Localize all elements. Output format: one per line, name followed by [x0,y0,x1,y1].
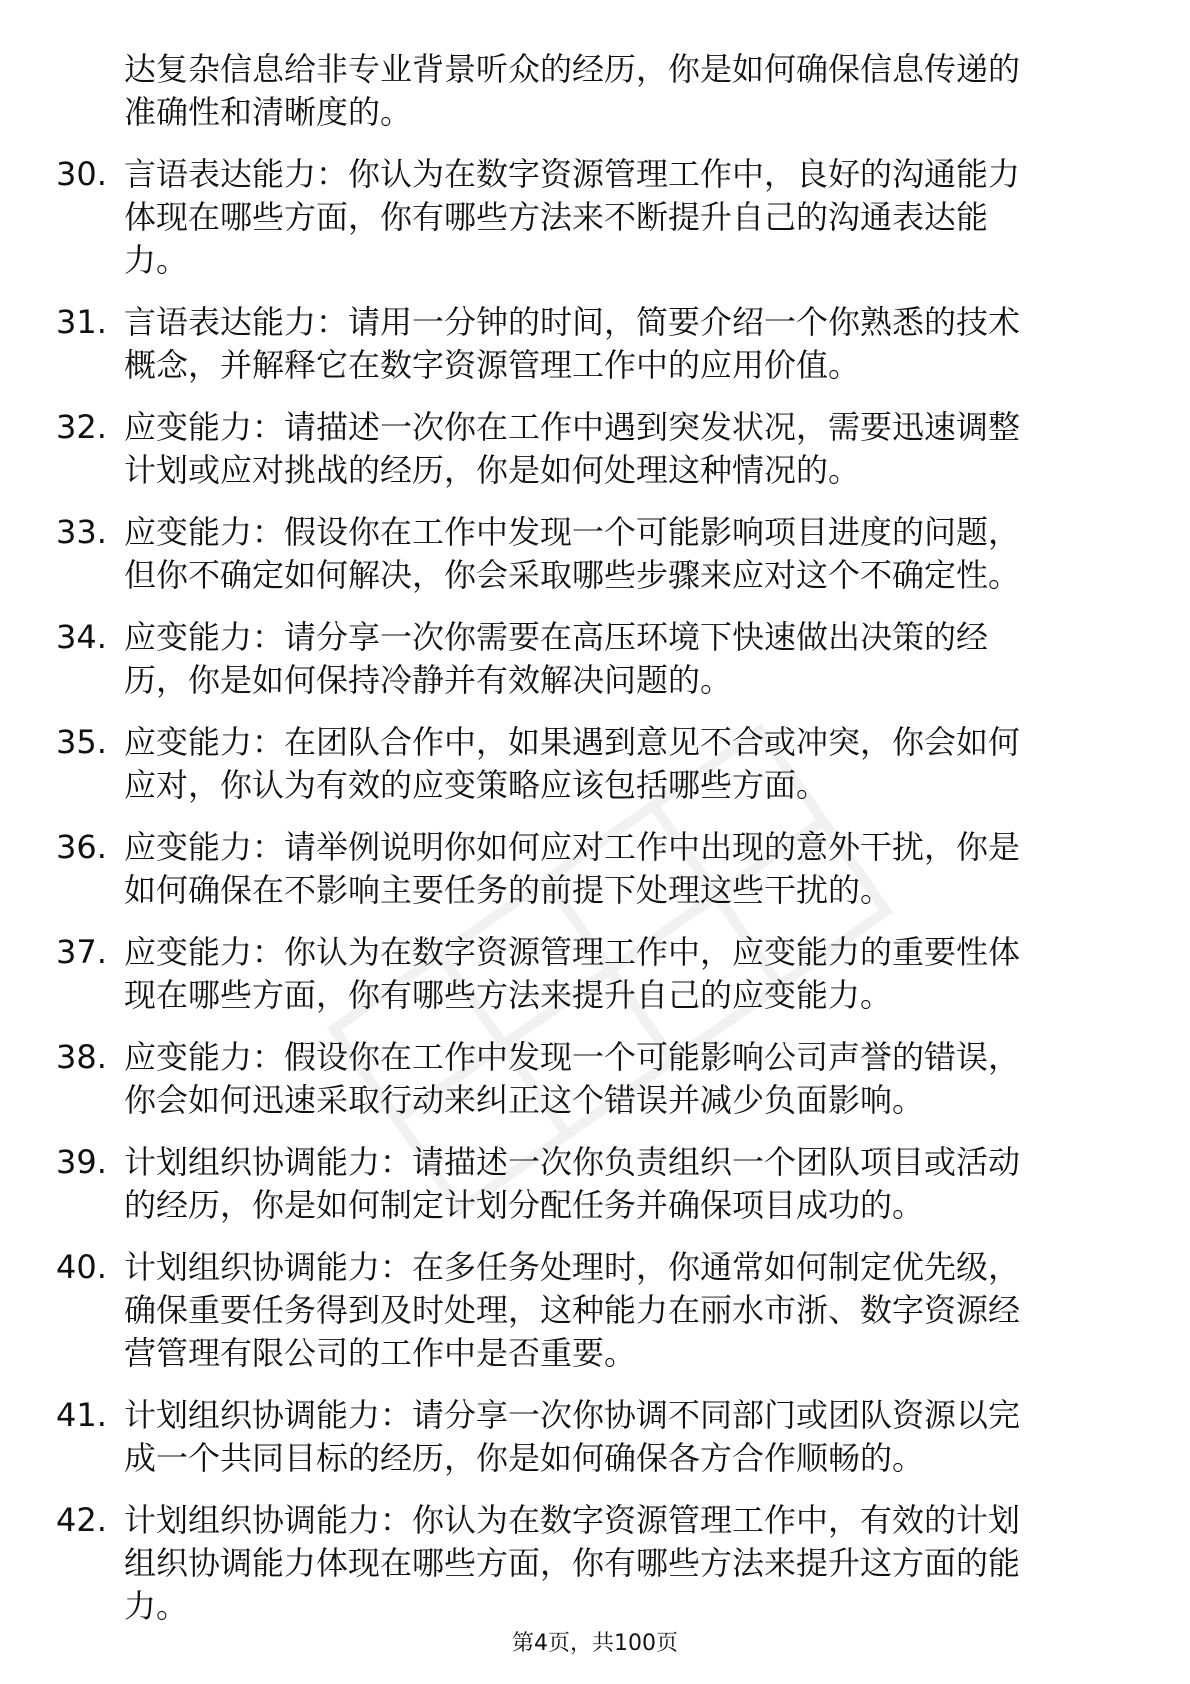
item-text: 言语表达能力：请用一分钟的时间，简要介绍一个你熟悉的技术 概念，并解释它在数字资源管理工作中的应用价值。 [124,303,1021,384]
item-text: 计划组织协调能力：请描述一次你负责组织一个团队项目或活动 的经历，你是如何制定计划分配任务并确保项目成功的。 [124,1143,1021,1224]
item-number: 39. [56,1143,107,1181]
continuation-paragraph: 达复杂信息给非专业背景听众的经历，你是如何确保信息传递的 准确性和清晰度的。 [124,50,1021,131]
item-number: 42. [56,1501,107,1539]
list-item [56,931,1116,1017]
item-text: 言语表达能力：你认为在数字资源管理工作中，良好的沟通能力 体现在哪些方面，你有哪些方法来不断提升自己的沟通表达能 力。 [124,155,1021,279]
list-item [56,826,1116,912]
list-item [56,406,1116,492]
item-text: 计划组织协调能力：在多任务处理时，你通常如何制定优先级， 确保重要任务得到及时处理，这种能力在丽水市浙、数字资源经 营管理有限公司的工作中是否重要。 [124,1248,1021,1372]
list-item [56,511,1116,597]
item-text: 应变能力：假设你在工作中发现一个可能影响公司声誉的错误， 你会如何迅速采取行动来纠正这个错误并减少负面影响。 [124,1038,1021,1119]
list-item [56,1141,1116,1227]
item-number: 30. [56,155,107,193]
item-number: 32. [56,408,107,446]
item-text: 应变能力：请分享一次你需要在高压环境下快速做出决策的经 历，你是如何保持冷静并有效解决问题的。 [124,618,989,699]
item-number: 35. [56,723,107,761]
list-item [56,721,1116,807]
item-text: 应变能力：在团队合作中，如果遇到意见不合或冲突，你会如何 应对，你认为有效的应变策略应该包括哪些方面。 [124,723,1021,804]
item-text: 应变能力：请描述一次你在工作中遇到突发状况，需要迅速调整 计划或应对挑战的经历，你是如何处理这种情况的。 [124,408,1021,489]
question-list [56,48,1116,1647]
list-item [56,301,1116,387]
item-text: 应变能力：你认为在数字资源管理工作中，应变能力的重要性体 现在哪些方面，你有哪些方法来提升自己的应变能力。 [124,933,1021,1014]
item-number: 36. [56,828,107,866]
item-text: 应变能力：假设你在工作中发现一个可能影响项目进度的问题， 但你不确定如何解决，你会采取哪些步骤来应对这个不确定性。 [124,513,1021,594]
list-item [56,1499,1116,1628]
item-text: 应变能力：请举例说明你如何应对工作中出现的意外干扰，你是 如何确保在不影响主要任务的前提下处理这些干扰的。 [124,828,1021,909]
list-item [56,153,1116,282]
item-number: 34. [56,618,107,656]
list-item [56,1036,1116,1122]
item-number: 33. [56,513,107,551]
item-text: 计划组织协调能力：你认为在数字资源管理工作中，有效的计划 组织协调能力体现在哪些方面，你有哪些方法来提升这方面的能 力。 [124,1501,1021,1625]
item-number: 37. [56,933,107,971]
item-number: 40. [56,1248,107,1286]
list-item [56,1394,1116,1480]
item-number: 31. [56,303,107,341]
item-number: 41. [56,1396,107,1434]
list-item [56,1246,1116,1375]
page-number-footer: 第4页，共100页 [512,1631,678,1656]
item-number: 38. [56,1038,107,1076]
item-text: 计划组织协调能力：请分享一次你协调不同部门或团队资源以完 成一个共同目标的经历，你是如何确保各方合作顺畅的。 [124,1396,1021,1477]
list-item [56,616,1116,702]
